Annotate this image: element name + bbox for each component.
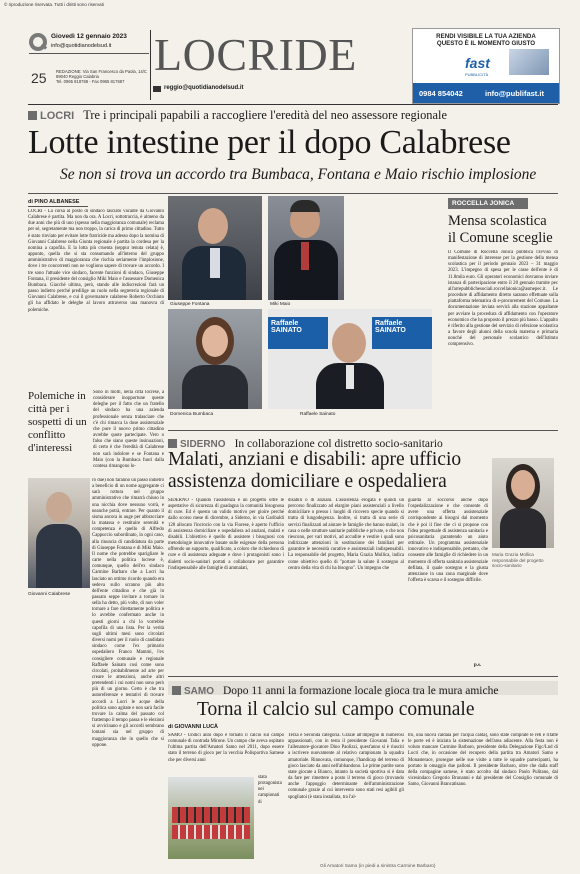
quotidiano-logo-icon <box>29 33 47 51</box>
publifast-ad[interactable] <box>412 28 560 104</box>
mollica-photo <box>492 458 554 548</box>
fontana-photo <box>168 196 262 300</box>
main-article-col1: LOCRI - La corsa al posto di sindaco lasciato vacante da Giovanni Calabrese è partita. Ma non da ora. A Locri, sottotraccia, è almeno da due anni che più di uno (spesso nella maggioranza comunale) reclama per sé, segretamente ma non troppo, la carica di primo cittadino. Tutto è stato rinviato per evitare lotte fratricide ma adesso dopo la nomina di Giovanni Calabrese nella Giunta regionale è partita la cordesa per la nomina a capofila. E la lotta più cruenta (seppur tenuta celata) è, appunto, quella che si sta consumando all'interno del gruppo amministrativo di maggioranza che rischia seriamente l'implosione, dove i tre concorrenti non ne vogliono sapere di trovare un accordo. I tre sono l'attuale vice sindaco, facente funzioni di sindaco, Giuseppe Fontana, il presidente del consiglio Miki Maio e l'assessore Domenica Bumbaca. Giacché ultima, però, stando alle indiscrezioni farà un passo indietro perché predilige un ruolo nella segreteria regionale di Giovanni Calabrese, e cui il governatore calabrese Roberto Occhiuto gli ha affidato le deleghe al lavoro attraverso una manovra di polemiche. <box>28 209 164 313</box>
siderno-col2: disabili o di anziani. L'assistenza erogata è quindi un percorso finalizzato ad elargire piani assistenziali a livello domiciliare o presso i luoghi di ricovero specie quando si tratta di lungodegenza. Inoltre, si tratta di una serie di servizi finalizzati ad aiutare le famiglie che hanno malati, in casa o nelle strutture sanitarie pubbliche e private, e che non riescono, per vari motivi, ad accudire e vestire i quali sono indirizzate attenzioni in sostituzione dei familiari per garantire le necessità curative e assistenziali indispensabili. La responsabile del progetto, Maria Grazia Mollica, indica come obiettivo quello di "portare la salute il sostegno al centro della vita di chi ha bisogno". Un impegno che <box>288 498 404 571</box>
mensa-body: Il Comune di Roccella Jonica pubblica l'avviso di manifestazione di interesse per la gestione della mensa scolastica per il periodo gennaio 2023 – 31 maggio 2023. L'impegno di spesa per le casse dell'ente è di 11.8mila euro. Gli operatori economici dovranno inviare istanza di partecipazione entro il 20 gennaio tramite pec all'arrepubblichesociali.roccellaionica@asmepec.it. Le procedure di affidamento diretto saranno effettuate sulla piattaforma telematica di e-procurement del Comune. La documentazione inviata servirà alla stazione appaltante per avviare la procedura di affidamento con l'operatore economico che ha proposto il prezzo più basso. L'appalto è riferito alla gestione del servizio di refezione scolastica a favore degli alunni della scuola materna e primaria nonché del personale scolastico dell'Istituto comprensivo. <box>448 250 558 348</box>
maio-photo <box>268 196 344 300</box>
siderno-overline: In collaborazione col distretto socio-sanitario <box>234 438 443 450</box>
ad-subheadline: QUESTO È IL MOMENTO GIUSTO <box>436 40 536 47</box>
samo-byline: di GIOVANNI LUCÀ <box>168 724 219 730</box>
section-title: LOCRIDE <box>154 29 357 80</box>
redazione-info: REDAZIONE: Via San Francesco da Paola, 14/C 89040 Reggio Calabria Tel. 0965 818768 - Fax 0965 817687 <box>56 69 147 85</box>
ad-logo-sub: PUBBLICITÀ <box>465 72 489 77</box>
samo-col2: Terza e Seconda categoria. Grazie all'impegno di numerosi appassionati, con in testa il presidente Giovanni Talia e l'allenatore-giocatore Dino Paolizzi, quest'anno si è riusciti a iscrivere nuovamente al relativo campionato la squadra amatoriale. Rinnovata, comunque, l'handicap del terreno di gioco lasciato da anni nell'abbandono. Le prime partite sono state giocate a Bianco, intanto la società sportiva si è data da fare per rimettere a posto il terreno di gioco (trovando anche l'appoggio determinante dell'amministrazione comunale grazie al cui intervento sono stati resi agibili gli spogliatoi (è stata installata, tra l'al- <box>288 733 404 800</box>
mensa-article <box>448 198 558 428</box>
main-article-col1-lower: Sono in molti, nella città locrese, a considerare inopportune queste deleghe per il fatto che un fratello del sindaco ha una azienda professionale senza tralasciare che c'è chi rimarca la dose assistenziale che pure il nuovo primo cittadino avrebbe quote partecipate. Vero o falso che siano queste insinuazioni, di certo è che l'eredità di Calabrese non sarà indolore e se Fontana e Maio (con la Bumbaca fuori dalla contesa rimangono lo- <box>93 390 164 469</box>
sainato-photo <box>268 309 432 409</box>
masthead-email: info@quotidianodelsud.it <box>51 43 112 49</box>
samo-headline: Torna il calcio sul campo comunale <box>197 699 475 720</box>
bumbaca-caption: Domenica Bumbaca <box>170 412 214 417</box>
main-byline: di PINO ALBANESE <box>28 199 80 205</box>
siderno-signature: p.s. <box>474 663 482 668</box>
mail-icon <box>153 86 161 92</box>
fontana-caption: Giuseppe Fontana <box>170 302 210 307</box>
main-overline-row <box>28 108 447 123</box>
samo-photo-caption: Gli Amatori Samo (in piedi a sinistra Carmine Barbaro) <box>320 864 436 869</box>
ad-logo: fast <box>465 55 490 71</box>
ad-headline: RENDI VISIBILE LA TUA AZIENDA <box>436 33 536 40</box>
main-subhead: Se non si trova un accordo tra Bumbaca, Fontana e Maio rischio implosione <box>60 166 537 183</box>
siderno-col1: SIDERNO - Quando l'assistenza è un progetto oltre le aspettative di sicurezza di guadagna la comunità bisognosa di cure. Ed è questo un valido motivo per gioire perché dallo scorso mese di dicembre, a Siderno, in via Garibaldi 128 allocato l'incrocio con la via Fiorese, è aperto l'ufficio di assistenza domiciliare e ospedaliera ad anziani, malati e disabili. L'obiettivo è quello di assistere i bisognosi con metodologie innovative basate sulle esigenze della persona offrendo un supporto, qualificato, a coloro che richiedono di cure e di assistenza adeguate e dove i protagonisti sono i dialetti socio-sanitari portati a collaborare per garantire l'indispensabile alle famiglie di ammalati, <box>168 498 284 571</box>
mensa-headline: Mensa scolastica il Comune sceglie <box>448 213 553 246</box>
kicker-square-icon <box>28 111 37 120</box>
samo-col1: SAMO - Undici anni dopo è tornato il calcio sul campo comunale di contrada Mirone. Un campo che aveva ospitato l'ultima partita dell'Amatori Samo nel 2011, dopo essere stato il terreno di gioco per la vecchia Polisportiva Samese che per diversi anni <box>168 733 284 763</box>
mollica-caption: Maria Grazia Mollica responsabile del progetto socio-sanitario <box>492 552 544 569</box>
section-email: reggio@quotidianodelsud.it <box>164 85 244 91</box>
maio-caption: Miki Maio <box>270 302 291 307</box>
sainato-caption: Raffaele Sainato <box>300 412 336 417</box>
siderno-headline: Malati, anziani e disabili: apre ufficio assistenza domiciliare e ospedaliera <box>168 449 462 492</box>
bumbaca-photo <box>168 309 262 409</box>
amatori-samo-photo <box>168 777 254 859</box>
samo-col3: tro, una nuova caldaia per l'acqua calda), sono state comprate le reti e rifatte le porte ed è iniziata la sistemazione dell'area adiacente. Alla festa non è voluto mancare Carmine Barbaro, presidente della Delegazione Figc/Lnd di Locri che, in occasione del recupero della partita tra Amatori Samo e Monasterace, prosegue nelle sue visite a tutte le squadre partecipanti, ha portato in omaggio due palloni. Il presidente Barbaro, oltre che dalla staff della compagine samese, è stato accolto dal sindaco Paolo Pulitano, dal vicesindaco Gregorio Brunanni e dal presidente del Consiglio comunale di Samo, Giovanni Brancatisano. <box>408 733 558 788</box>
mensa-kicker: ROCCELLA JONICA <box>448 198 528 209</box>
siderno-col3: guarda al soccorso anche dopo l'ospedalizzazione e che consente di avere una offerta assistenziale corrispondente ai bisogni dal momento che è poi il fine che ci si propone con l'idea progettuale di assistenza sanitaria e psicosanitaria garantendo un aiuto ottimale. Un programma assistenziale innovativo e indispensabile, pertanto, che consente alle famiglie di richiedere in un momento di offerta sanitaria assistenziale defilata, il quale sostegno e la giusta attenzione in una zona marginale dove l'offerta è scarsa e il sostegno difficile. <box>408 498 488 584</box>
main-kicker: LOCRI <box>40 110 75 122</box>
samo-overline-row <box>168 681 558 695</box>
banner-a: Raffaele SAINATO <box>268 317 328 349</box>
calabrese-caption: Giovanni Calabrese <box>28 592 71 597</box>
ad-phone: 0984 854042 <box>419 89 463 98</box>
ad-email: info@publifast.it <box>485 89 544 98</box>
page-number: 25 <box>31 70 47 86</box>
samo-overline: Dopo 11 anni la formazione locale gioca tra le mura amiche <box>223 685 499 697</box>
polemiche-box: Polemiche in città per i sospetti di un conflitto d'interessi <box>28 390 87 454</box>
samo-col1-narrow: stata protagonista nei campionati di <box>258 775 282 805</box>
copyright-notice: © riproduzione riservata. Tutti i diritti sono riservati <box>4 2 104 7</box>
samo-kicker: SAMO <box>184 686 214 697</box>
issue-date: Giovedì 12 gennaio 2023 <box>51 33 127 40</box>
main-headline: Lotte intestine per il dopo Calabrese <box>28 124 511 161</box>
main-article-col2: ro due) non faranno un passo indietro a beneficio di un nome aggregante ci sarà rottura nel gruppo amministrativo che rimarrà chiuso in una nicchia dove nessuno vorrà, e neanche potrà, entrare. Per quanto il sisma ancora in auge per abbracciare la matassa e restituire serenità e competenza è quello di Alfredo Cappuccio subordinato, in ogni caso, alla rinuncia di candidatura da parte di Giuseppe Fontana e di Miki Maio. Il nome che potrebbe sparigliare le carte nella politica locrese è, comunque, quello dell'ex sindaco Carmine Barbaro che a Locri ha lasciato un ottimo ricordo quando era sedeva sullo scranno più alto dell'ente cittadino e che già in passato seppe invitare a tornare in sella ha detto, più volte, di non voler tornare a fare direttamente politica e lo avrebbe confermato anche in questi giorni a chi lo vorrebbe capofila di una lista. Per la verità sugli ultimi mesi sono circolati diversi nomi per il ruolo di candidato sindaco come l'ex primario ospedaliero Franco Mammi, l'ex consigliere comunale e regionale Raffaele Sainato così come sono circolati, probabilmente ad arte per creare le attenzioni, anche altri pretendenti i cui nomi non sono però più di un giorno. Certo è che tra autoreferenze e tentativi di trovare accordi a Locri le acque della politica sono agitate e non sarà facile trovare la calma del passato col frattempo il tempo passa e le elezioni si avvicinano e gli accordi sembrano lontani sia nel gruppo di maggioranza che in quello che si oppone. <box>92 478 164 748</box>
banner-b: Raffaele SAINATO <box>372 317 432 349</box>
main-overline: Tre i principali papabili a raccogliere l'eredità del neo assessore regionale <box>83 108 447 122</box>
siderno-kicker: SIDERNO <box>180 439 226 450</box>
calabrese-photo <box>28 478 90 588</box>
ad-graphic-icon <box>509 49 549 75</box>
